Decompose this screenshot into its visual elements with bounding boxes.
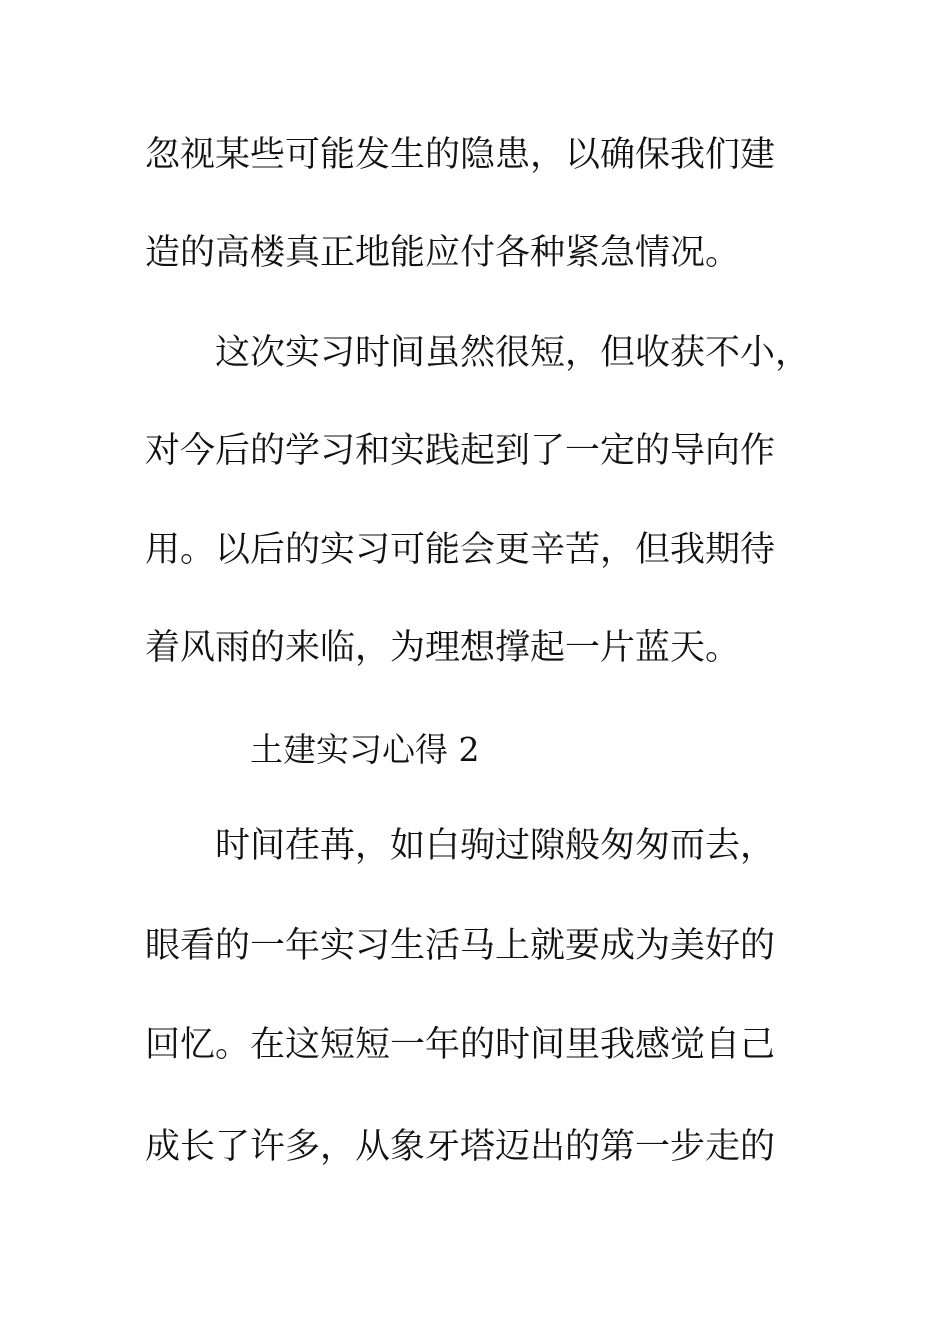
paragraph-1-line-1: 忽视某些可能发生的隐患，以确保我们建 [145,135,776,175]
paragraph-3-line-1: 时间荏苒，如白驹过隙般匆匆而去， [215,826,776,866]
paragraph-2-line-4: 着风雨的来临，为理想撑起一片蓝天。 [145,628,741,668]
section-heading: 土建实习心得 2 [250,730,480,769]
paragraph-2-line-1: 这次实习时间虽然很短，但收获不小， [215,333,811,373]
paragraph-2-line-3: 用。以后的实习可能会更辛苦，但我期待 [145,530,776,570]
paragraph-3-line-4: 成长了许多，从象牙塔迈出的第一步走的 [145,1127,776,1167]
paragraph-3-line-3: 回忆。在这短短一年的时间里我感觉自己 [145,1025,776,1065]
paragraph-2-line-2: 对今后的学习和实践起到了一定的导向作 [145,431,776,471]
paragraph-3-line-2: 眼看的一年实习生活马上就要成为美好的 [145,926,776,966]
paragraph-1-line-2: 造的高楼真正地能应付各种紧急情况。 [145,233,741,273]
